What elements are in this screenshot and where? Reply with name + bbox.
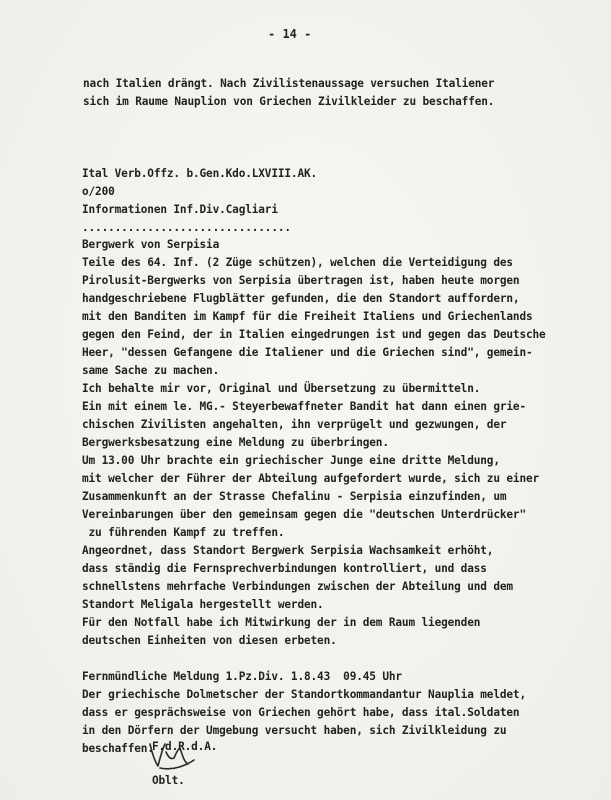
signatory-rank: Oblt. [152, 774, 185, 787]
body-line: mit den Banditen im Kampf für die Freiheit Italiens und Griechenlands [82, 310, 533, 323]
intro-line: sich im Raume Nauplion von Griechen Zivilkleider zu beschaffen. [83, 95, 495, 108]
body-line: dass er gesprächsweise von Griechen gehört habe, dass ital.Soldaten [82, 706, 520, 719]
body-line: gegen den Feind, der in Italien eingedrungen ist und gegen das Deutsche [82, 328, 546, 341]
dotted-separator: ................................ [82, 221, 291, 234]
body-line: Der griechische Dolmetscher der Standortkommandantur Nauplia meldet, [82, 688, 526, 701]
subject-heading: Bergwerk von Serpisia [82, 238, 220, 251]
page-number: - 14 - [268, 27, 312, 41]
body-line: Ein mit einem le. MG.- Steyerbewaffneter Bandit hat dann einen grie- [82, 400, 526, 413]
body-line: Angeordnet, dass Standort Bergwerk Serpisia Wachsamkeit erhöht, [82, 544, 494, 557]
body-line: Ich behalte mir vor, Original und Übersetzung zu übermitteln. [82, 382, 481, 395]
sender-line: Ital Verb.Offz. b.Gen.Kdo.LXVIII.AK. [82, 167, 318, 180]
body-line: Vereinbarungen über den gemeinsam gegen die "deutschen Unterdrücker" [82, 508, 526, 521]
body-line: Pirolusit-Bergwerks von Serpisia übertragen ist, haben heute morgen [82, 274, 520, 287]
body-line: deutschen Einheiten von diesen erbeten. [82, 634, 337, 647]
fdrda-line: F.d.R.d.A. [152, 740, 218, 753]
body-line: chischen Zivilisten angehalten, ihn verprügelt und gezwungen, der [82, 418, 507, 431]
body-line: Für den Notfall habe ich Mitwirkung der in dem Raum liegenden [82, 616, 481, 629]
body-line: schnellstens mehrfache Verbindungen zwischen der Abteilung und dem [82, 580, 513, 593]
reference-number: o/200 [82, 185, 115, 198]
phone-report-heading: Fernmündliche Meldung 1.Pz.Div. 1.8.43 09.45 Uhr [82, 670, 402, 683]
body-line: Teile des 64. Inf. (2 Züge schützen), welchen die Verteidigung des [82, 256, 513, 269]
body-line: Heer, "dessen Gefangene die Italiener und die Griechen sind", gemein- [82, 346, 533, 359]
body-line: mit welcher der Führer der Abteilung aufgefordert wurde, sich zu einer [82, 472, 540, 485]
body-line: in den Dörfern der Umgebung versucht haben, sich Zivilkleidung zu [82, 724, 507, 737]
body-line: Bergwerksbesatzung eine Meldung zu überbringen. [82, 436, 389, 449]
body-line: Standort Meligala hergestellt werden. [82, 598, 324, 611]
body-line: same Sache zu machen. [82, 364, 220, 377]
body-line: dass ständig die Fernsprechverbindungen kontrolliert, und dass [82, 562, 487, 575]
intro-line: nach Italien drängt. Nach Zivilistenaussage versuchen Italiener [83, 77, 495, 90]
body-line: zu führenden Kampf zu treffen. [82, 526, 285, 539]
body-line: beschaffen. [82, 742, 154, 755]
body-line: handgeschriebene Flugblätter gefunden, die den Standort auffordern, [82, 292, 520, 305]
information-heading: Informationen Inf.Div.Cagliari [82, 203, 278, 216]
body-line: Zusammenkunft an der Strasse Chefalinu - Serpisia einzufinden, um [82, 490, 507, 503]
body-line: Um 13.00 Uhr brachte ein griechischer Junge eine dritte Meldung, [82, 454, 500, 467]
